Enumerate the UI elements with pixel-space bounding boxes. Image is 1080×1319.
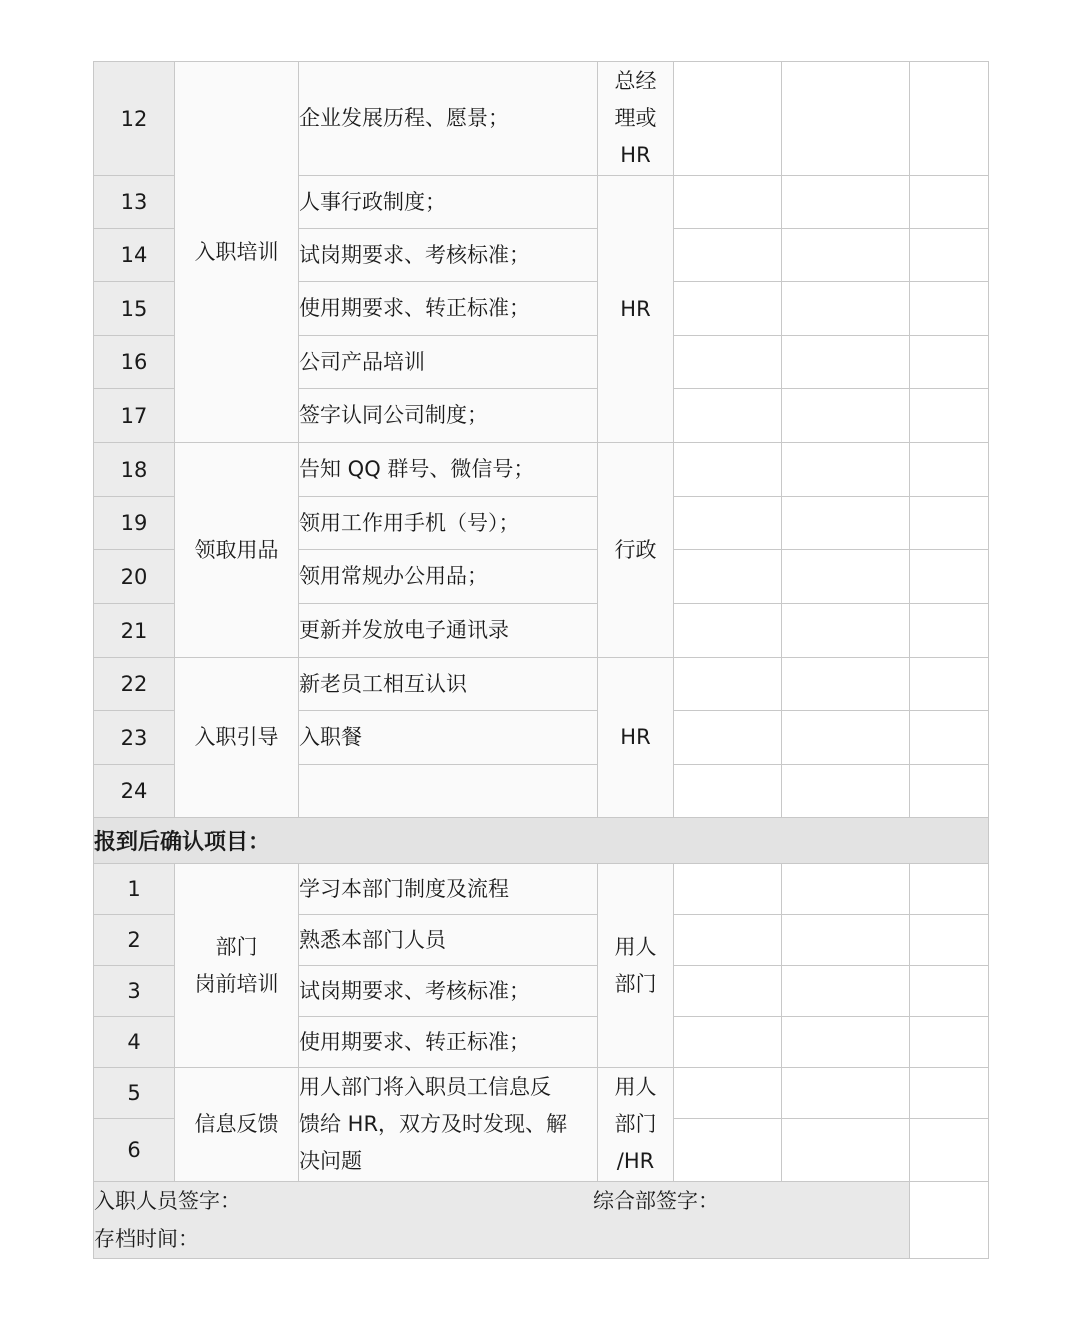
blank-cell[interactable] [910,765,989,818]
blank-cell[interactable] [782,497,910,550]
row-number: 1 [94,864,175,915]
blank-cell[interactable] [910,658,989,711]
group-receive-supplies: 领取用品 [175,443,299,658]
blank-cell[interactable] [910,550,989,604]
item-text: 告知 QQ 群号、微信号； [299,443,598,497]
blank-cell[interactable] [910,62,989,176]
blank-cell[interactable] [910,711,989,765]
group-line: 部门 [215,934,258,959]
blank-cell[interactable] [674,229,782,282]
item-text: 试岗期要求、考核标准； [299,966,598,1017]
row-number: 14 [94,229,175,282]
item-line: 决问题 [299,1149,362,1173]
blank-cell[interactable] [910,1182,989,1259]
blank-cell[interactable] [782,282,910,336]
section-title: 报到后确认项目： [94,818,989,864]
responsible-dept-or-hr [598,1068,674,1182]
row-number: 22 [94,658,175,711]
item-line: 馈给 HR，双方及时发现、解 [299,1112,568,1136]
blank-cell[interactable] [674,604,782,658]
blank-cell[interactable] [674,336,782,389]
group-line: 岗前培训 [194,971,279,996]
responsible-line: /HR [616,1149,655,1173]
blank-cell[interactable] [674,711,782,765]
row-number: 19 [94,497,175,550]
blank-cell[interactable] [782,550,910,604]
responsible-line: 理或 [614,106,657,130]
blank-cell[interactable] [782,443,910,497]
item-text: 签字认同公司制度； [299,389,598,443]
item-text: 领用工作用手机（号）； [299,497,598,550]
group-induction-training: 入职培训 [175,62,299,443]
group-induction-guide: 入职引导 [175,658,299,818]
blank-cell[interactable] [910,176,989,229]
blank-cell[interactable] [910,497,989,550]
responsible-line: HR [620,143,651,167]
blank-cell[interactable] [674,443,782,497]
archive-time-label: 存档时间： [94,1227,199,1251]
onboarding-checklist-table [93,61,989,1259]
responsible-line: 部门 [614,1112,657,1136]
blank-cell[interactable] [674,62,782,176]
blank-cell[interactable] [782,229,910,282]
item-text: 入职餐 [299,711,598,765]
blank-cell[interactable] [910,1068,989,1119]
blank-cell[interactable] [910,282,989,336]
blank-cell[interactable] [910,389,989,443]
signature-area [94,1182,910,1259]
row-number: 12 [94,62,175,176]
item-text: 熟悉本部门人员 [299,915,598,966]
item-text: 使用期要求、转正标准； [299,1017,598,1068]
blank-cell[interactable] [782,1017,910,1068]
blank-cell[interactable] [674,864,782,915]
blank-cell[interactable] [782,765,910,818]
blank-cell[interactable] [674,765,782,818]
responsible-line: 部门 [614,971,657,996]
blank-cell[interactable] [674,389,782,443]
item-text: 新老员工相互认识 [299,658,598,711]
item-text: 企业发展历程、愿景； [299,62,598,176]
row-number: 3 [94,966,175,1017]
item-text: 试岗期要求、考核标准； [299,229,598,282]
blank-cell[interactable] [674,1017,782,1068]
row-number: 5 [94,1068,175,1119]
blank-cell[interactable] [910,864,989,915]
blank-cell[interactable] [782,62,910,176]
responsible-admin: 行政 [598,443,674,658]
blank-cell[interactable] [910,1119,989,1182]
blank-cell[interactable] [782,658,910,711]
blank-cell[interactable] [910,336,989,389]
row-number: 6 [94,1119,175,1182]
blank-cell[interactable] [674,1119,782,1182]
blank-cell[interactable] [674,282,782,336]
responsible-hr: HR [598,658,674,818]
signature-row [94,1182,989,1259]
blank-cell[interactable] [910,966,989,1017]
item-text: 领用常规办公用品； [299,550,598,604]
item-text [299,765,598,818]
blank-cell[interactable] [782,864,910,915]
blank-cell[interactable] [910,1017,989,1068]
blank-cell[interactable] [782,711,910,765]
dept-signature-label: 综合部签字： [593,1189,719,1213]
blank-cell[interactable] [782,1068,910,1119]
blank-cell[interactable] [782,604,910,658]
blank-cell[interactable] [782,1119,910,1182]
responsible-line: 用人 [614,1075,657,1099]
blank-cell[interactable] [674,550,782,604]
table-row [94,443,989,497]
group-info-feedback: 信息反馈 [175,1068,299,1182]
row-number: 2 [94,915,175,966]
blank-cell[interactable] [910,443,989,497]
item-line: 用人部门将入职员工信息反 [299,1075,551,1099]
blank-cell[interactable] [910,915,989,966]
responsible-line: 总经 [614,69,657,93]
responsible-hiring-dept [598,864,674,1068]
table-row [94,62,989,176]
blank-cell[interactable] [674,497,782,550]
table-row [94,658,989,711]
item-text: 更新并发放电子通讯录 [299,604,598,658]
responsible-hr: HR [598,176,674,443]
item-text: 人事行政制度； [299,176,598,229]
group-dept-training [175,864,299,1068]
row-number: 23 [94,711,175,765]
row-number: 17 [94,389,175,443]
blank-cell[interactable] [910,604,989,658]
row-number: 18 [94,443,175,497]
blank-cell[interactable] [782,176,910,229]
responsible-line: 用人 [614,934,657,959]
blank-cell[interactable] [674,1068,782,1119]
blank-cell[interactable] [674,915,782,966]
blank-cell[interactable] [674,176,782,229]
row-number: 15 [94,282,175,336]
item-text: 学习本部门制度及流程 [299,864,598,915]
item-text: 使用期要求、转正标准； [299,282,598,336]
blank-cell[interactable] [674,966,782,1017]
responsible-gm-or-hr [598,62,674,176]
blank-cell[interactable] [782,336,910,389]
row-number: 16 [94,336,175,389]
row-number: 20 [94,550,175,604]
row-number: 4 [94,1017,175,1068]
table-row [94,1068,989,1119]
employee-signature-label: 入职人员签字： [94,1189,241,1213]
blank-cell[interactable] [782,915,910,966]
blank-cell[interactable] [782,966,910,1017]
section-row [94,818,989,864]
blank-cell[interactable] [910,229,989,282]
item-text [299,1068,598,1182]
blank-cell[interactable] [782,389,910,443]
table-row [94,864,989,915]
row-number: 24 [94,765,175,818]
item-text: 公司产品培训 [299,336,598,389]
blank-cell[interactable] [674,658,782,711]
row-number: 21 [94,604,175,658]
row-number: 13 [94,176,175,229]
